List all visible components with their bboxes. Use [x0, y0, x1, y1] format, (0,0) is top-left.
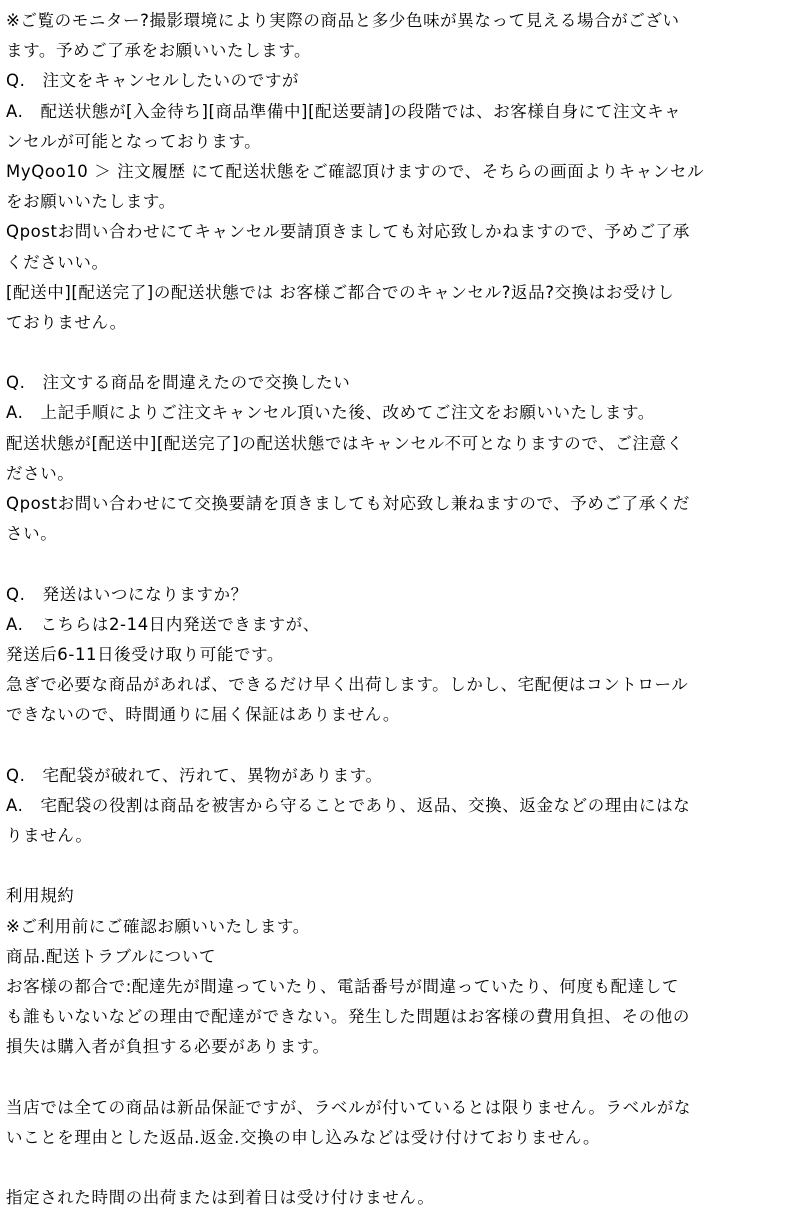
faq-shipping-answer-line-3: 急ぎで必要な商品があれば、できるだけ早く出荷します。しかし、宅配便はコントロール	[6, 675, 689, 695]
faq-cancel-answer-line-4: をお願いいたします。	[6, 192, 176, 212]
faq-cancel-answer-line-8: ておりません。	[6, 312, 127, 332]
terms-label-line-1: 当店では全ての商品は新品保証ですが、ラベルが付いているとは限りません。ラベルがな	[6, 1097, 691, 1117]
faq-exchange-question: Q. 注文する商品を間違えたので交換したい	[6, 373, 351, 393]
blank-line	[6, 1063, 800, 1093]
blank-line	[6, 731, 800, 761]
faq-exchange-answer-line-1: A. 上記手順によりご注文キャンセル頂いた後、改めてご注文をお願いいたします。	[6, 403, 655, 423]
faq-shipping-answer-line-2: 発送后6-11日後受け取り可能です。	[6, 644, 284, 664]
faq-package-answer-line-1: A. 宅配袋の役割は商品を被害から守ることであり、返品、交換、返金などの理由にはな	[6, 795, 691, 815]
blank-line	[6, 1153, 800, 1183]
faq-exchange-answer-line-2: 配送状態が[配送中][配送完了]の配送状態ではキャンセル不可となりますので、ご注意く	[6, 433, 684, 453]
faq-cancel-answer-line-7: [配送中][配送完了]の配送状態では お客様ご都合でのキャンセル?返品?交換はお受けし	[6, 282, 675, 302]
terms-delivery-date-line: 指定された時間の出荷または到着日は受け付けません。	[6, 1188, 435, 1208]
faq-exchange-answer-line-5: さい。	[6, 524, 58, 544]
terms-notice: ※ご利用前にご確認お願いいたします。	[6, 916, 310, 936]
terms-heading: 利用規約	[6, 886, 75, 906]
blank-line	[6, 851, 800, 881]
terms-trouble-heading: 商品.配送トラブルについて	[6, 946, 217, 966]
faq-cancel-answer-line-6: くださいい。	[6, 252, 109, 272]
faq-cancel-answer-line-1: A. 配送状態が[入金待ち][商品準備中][配送要請]の段階では、お客様自身にて注文キャ	[6, 101, 682, 121]
terms-trouble-line-3: 損失は購入者が負担する必要があります。	[6, 1037, 330, 1057]
faq-cancel-answer-line-3: MyQoo10 ＞ 注文履歴 にて配送状態をご確認頂けますので、そちらの画面よりキャンセル	[6, 161, 705, 181]
terms-label-line-2: いことを理由とした返品.返金.交換の申し込みなどは受け付けておりません。	[6, 1127, 601, 1147]
faq-package-question: Q. 宅配袋が破れて、汚れて、異物があります。	[6, 765, 383, 785]
faq-cancel-question: Q. 注文をキャンセルしたいのですが	[6, 71, 300, 91]
faq-exchange-answer-line-4: Qpostお問い合わせにて交換要請を頂きましても対応致し兼ねますので、予めご了承くだ	[6, 494, 690, 513]
faq-exchange-answer-line-3: ださい。	[6, 463, 75, 483]
faq-shipping-answer-line-4: できないので、時間通りに届く保証はありません。	[6, 705, 400, 725]
faq-cancel-answer-line-5: Qpostお問い合わせにてキャンセル要請頂きましても対応致しかねますので、予めご了承	[6, 222, 690, 242]
faq-package-answer-line-2: りません。	[6, 826, 93, 846]
blank-line	[6, 549, 800, 579]
notice-color-line-1: ※ご覧のモニター?撮影環境により実際の商品と多少色味が異なって見える場合がござい	[6, 11, 680, 30]
notice-color-line-2: ます。予めご了承をお願いいたします。	[6, 41, 312, 61]
faq-cancel-answer-line-2: ンセルが可能となっております。	[6, 131, 262, 151]
terms-trouble-line-2: も誰もいないなどの理由で配達ができない。発生した問題はお客様の費用負担、その他の	[6, 1007, 690, 1027]
faq-shipping-question: Q. 発送はいつになりますか？	[6, 584, 248, 604]
faq-shipping-answer-line-1: A. こちらは2-14日内発送できますが、	[6, 614, 320, 634]
blank-line	[6, 338, 800, 368]
terms-trouble-line-1: お客様の都合で:配達先が間違っていたり、電話番号が間違っていたり、何度も配達して	[6, 977, 680, 996]
